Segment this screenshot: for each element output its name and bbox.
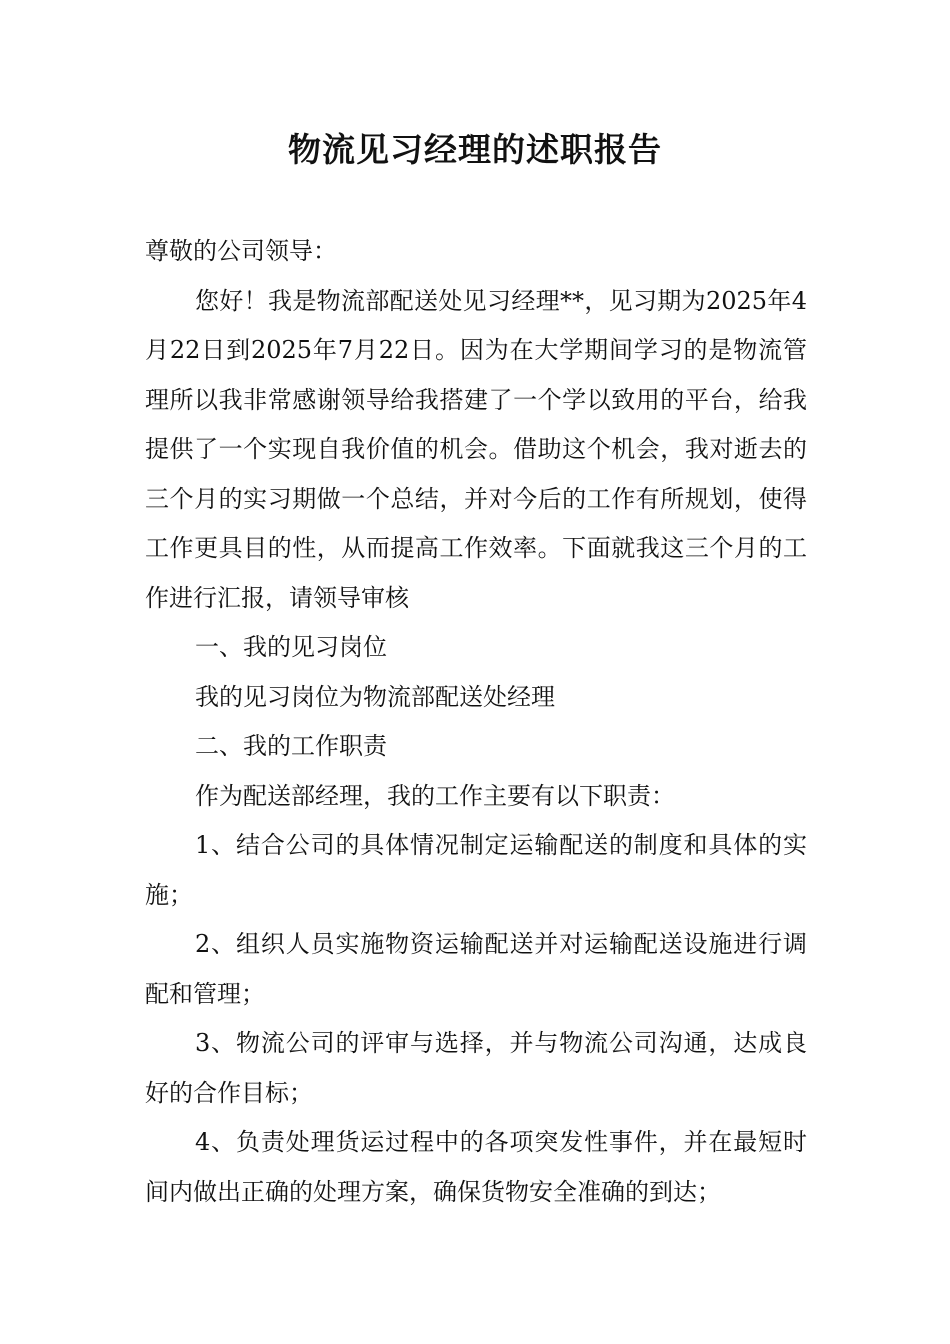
- duty-item-3: 3、物流公司的评审与选择，并与物流公司沟通，达成良好的合作目标；: [145, 1029, 807, 1107]
- duty-item-1: 1、结合公司的具体情况制定运输配送的制度和具体的实施；: [145, 831, 807, 909]
- section-heading-position: 一、我的见习岗位: [195, 633, 387, 661]
- paragraph-duties-intro: 作为配送部经理，我的工作主要有以下职责：: [195, 781, 675, 810]
- salutation: 尊敬的公司领导：: [145, 237, 337, 265]
- duty-item-4: 4、负责处理货运过程中的各项突发性事件，并在最短时间内做出正确的处理方案，确保货物安全准确的到达；: [145, 1128, 807, 1206]
- section-heading-duties: 二、我的工作职责: [195, 732, 387, 760]
- document-body: [145, 227, 807, 1217]
- paragraph-intro: 您好！我是物流部配送处见习经理**，见习期为2025年4月22日到2025年7月22日。因为在大学期间学习的是物流管理所以我非常感谢领导给我搭建了一个学以致用的平台，给我提供了一个实现自我价值的机会。借助这个机会，我对逝去的三个月的实习期做一个总结，并对今后的工作有所规划，使得工作更具目的性，从而提高工作效率。下面就我这三个月的工作进行汇报，请领导审核: [145, 286, 807, 612]
- document-title: 物流见习经理的述职报告: [288, 130, 662, 169]
- duty-item-2: 2、组织人员实施物资运输配送并对运输配送设施进行调配和管理；: [145, 930, 807, 1008]
- paragraph-position: 我的见习岗位为物流部配送处经理: [195, 682, 555, 711]
